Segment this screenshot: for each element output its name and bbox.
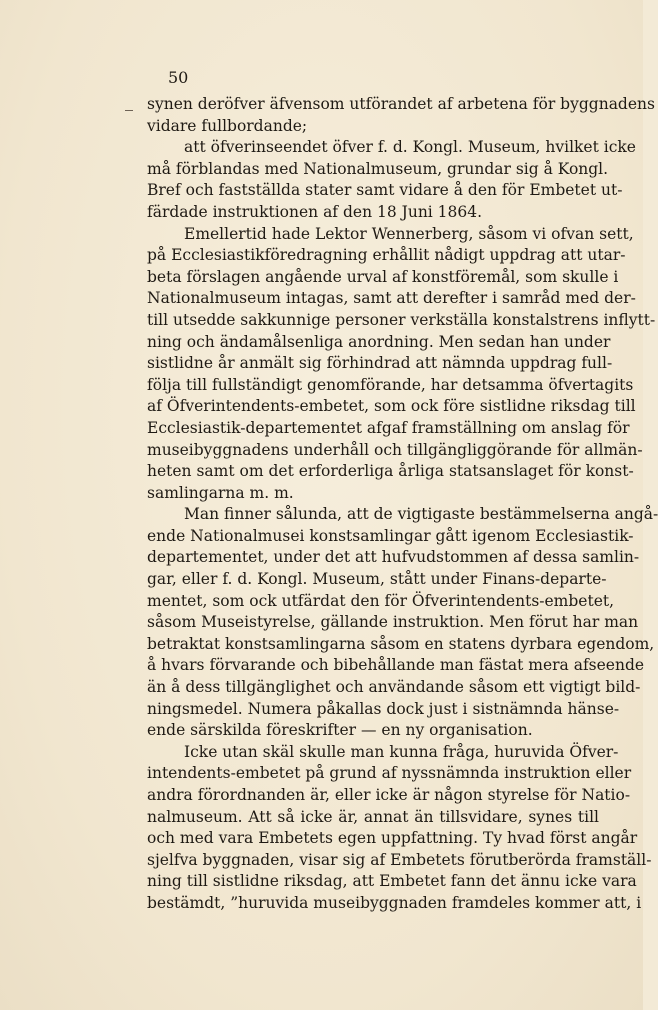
text-line: Icke utan skäl skulle man kunna fråga, huruvida Öfver- (184, 742, 619, 761)
text-line: ning till sistlidne riksdag, att Embetet fann det ännu icke vara (147, 872, 637, 891)
text-line: och med vara Embetets egen uppfattning. Ty hvad först angår (147, 829, 638, 848)
text-line: att öfverinseendet öfver f. d. Kongl. Museum, hvilket icke (184, 138, 636, 157)
text-line: departementet, under det att hufvudstommen af dessa samlin- (147, 548, 640, 567)
text-line: på Ecclesiastikföredragning erhållit nådigt uppdrag att utar- (147, 246, 626, 265)
text-line: intendents-embetet på grund af nyssnämnda instruktion eller (147, 764, 632, 783)
text-line: heten samt om det erforderliga årliga statsanslaget för konst- (147, 462, 634, 481)
text-line: följa till fullständigt genomförande, har detsamma öfvertagits (147, 375, 634, 394)
text-line: Man finner sålunda, att de vigtigaste bestämmelserna angå- (184, 505, 658, 524)
text-line: ende Nationalmusei konstsamlingar gått igenom Ecclesiastik- (147, 526, 634, 545)
page-number: 50 (168, 68, 189, 87)
text-line: andra förordnanden är, eller icke är någon styrelse för Natio- (147, 786, 631, 804)
text-line: synen deröfver äfvensom utförandet af arbetena för byggnadens (147, 95, 655, 113)
text-line: betraktat konstsamlingarna såsom en statens dyrbara egendom, (147, 634, 655, 653)
text-line: Bref och fastställda stater samt vidare å den för Embetet ut- (147, 181, 623, 200)
text-line: än å dess tillgänglighet och användande såsom ett vigtigt bild- (147, 678, 641, 697)
text-line: färdade instruktionen af den 18 Juni 1864. (147, 202, 483, 221)
text-line: ning och ändamålsenliga anordning. Men sedan han under (147, 332, 611, 351)
text-line: samlingarna m. m. (147, 483, 294, 502)
text-line: må förblandas med Nationalmuseum, grundar sig å Kongl. (147, 159, 609, 178)
text-line: gar, eller f. d. Kongl. Museum, stått under Finans-departe- (147, 570, 607, 589)
text-line: Emellertid hade Lektor Wennerberg, såsom vi ofvan sett, (184, 224, 634, 243)
text-line: till utsedde sakkunnige personer verkställa konstalstrens inflytt- (147, 310, 656, 329)
text-line: såsom Museistyrelse, gällande instruktion. Men förut har man (147, 613, 639, 632)
text-line: bestämdt, ”huruvida museibyggnaden framdeles kommer att, i (147, 893, 642, 912)
text-line: Ecclesiastik-departementet afgaf framställning om anslag för (147, 418, 630, 437)
text-line: mentet, som ock utfärdat den för Öfverintendents-embetet, (147, 591, 615, 610)
text-line: beta förslagen angående urval af konstföremål, som skulle i (147, 267, 619, 286)
margin-mark (125, 110, 133, 111)
text-line: vidare fullbordande; (147, 116, 308, 135)
text-line: ende särskilda föreskrifter — en ny organisation. (147, 721, 533, 740)
body-text (147, 94, 658, 915)
text-line: nalmuseum. Att så icke är, annat än tillsvidare, synes till (147, 807, 599, 826)
text-line: å hvars förvarande och bibehållande man fästat mera afseende (147, 656, 645, 675)
text-line: sjelfva byggnaden, visar sig af Embetets förutberörda framställ- (147, 850, 652, 869)
text-line: af Öfverintendents-embetet, som ock före sistlidne riksdag till (147, 397, 636, 416)
text-line: ningsmedel. Numera påkallas dock just i sistnämnda hänse- (147, 699, 620, 718)
text-line: sistlidne år anmält sig förhindrad att nämnda uppdrag full- (147, 354, 613, 373)
text-line: museibyggnadens underhåll och tillgängliggörande för allmän- (147, 440, 643, 459)
text-line: Nationalmuseum intagas, samt att derefter i samråd med der- (147, 289, 636, 308)
